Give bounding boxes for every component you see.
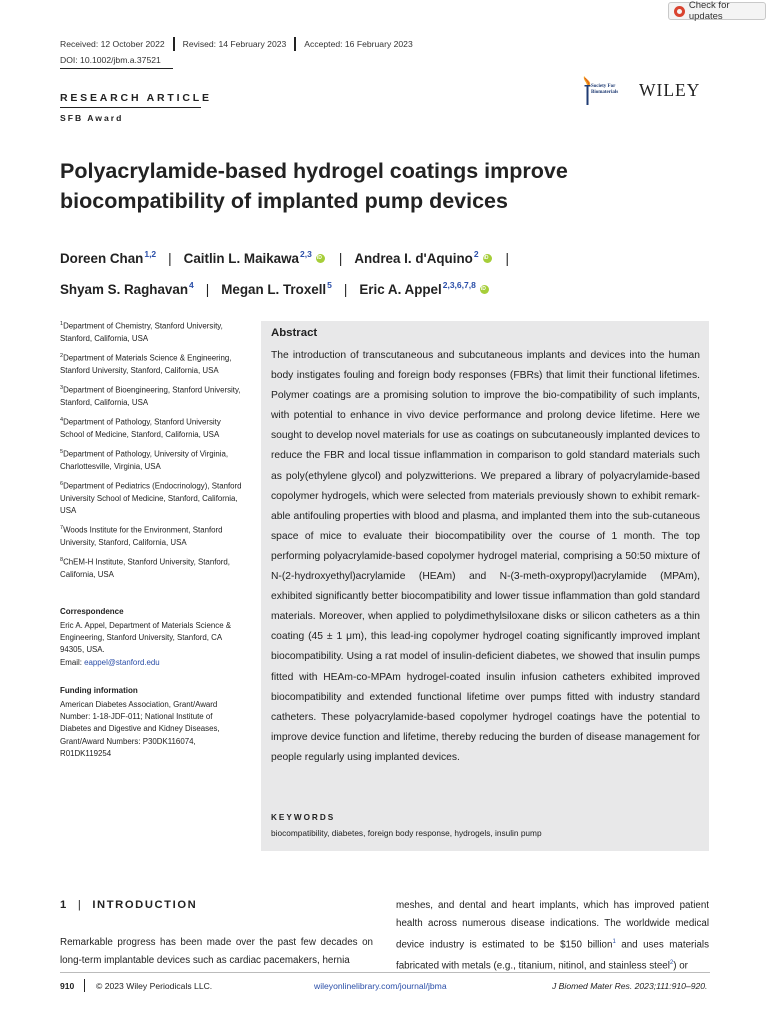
divider <box>60 68 173 69</box>
affiliations <box>60 318 245 586</box>
affiliation-item: $^2$Department of Materials Science & Engineering, Stanford University, Stanford, California, USA <box>60 353 232 375</box>
funding-text: American Diabetes Association, Grant/Award Number: 1-18-JDF-011; National Institute of Diabetes and Digestive and Kidney Diseases, Grant/Award Numbers: P30DK116074, R01DK119254 <box>60 700 220 758</box>
author-list: Doreen Chan$^{1,2}$ | Caitlin L. Maikawa$^{2,3}$iD | Andrea I. d'Aquino$^2$iD | Shyam S. Raghavan$^4$ | Megan L. Troxell$^5$ | Eric A. Appel$^{2,3,6,7,8}$iD <box>60 241 700 303</box>
accepted-date: Accepted: 16 February 2023 <box>304 39 413 49</box>
author-affiliation-ref[interactable]: 2,3,6,7,8 <box>442 280 476 290</box>
journal-link[interactable]: wileyonlinelibrary.com/journal/jbma <box>314 981 447 991</box>
received-date: Received: 12 October 2022 <box>60 39 165 49</box>
orcid-icon[interactable] <box>483 254 492 263</box>
affiliation-item: $^6$Department of Pediatrics (Endocrinology), Stanford University School of Medicine, Stanford, California, USA <box>60 481 242 516</box>
citation: J Biomed Mater Res. 2023;111:910–920. <box>552 981 708 991</box>
copyright: © 2023 Wiley Periodicals LLC. <box>96 981 213 991</box>
author-affiliation-ref[interactable]: 5 <box>327 280 332 290</box>
affiliation-item: $^5$Department of Pathology, University of Virginia, Charlottesville, Virginia, USA <box>60 449 229 471</box>
publisher-logo: WILEY <box>639 80 701 100</box>
abstract-heading: Abstract <box>271 327 318 339</box>
author-affiliation-ref[interactable]: 2,3 <box>300 249 312 259</box>
page-number: 910 <box>60 981 75 991</box>
affiliation-item: $^4$Department of Pathology, Stanford University School of Medicine, Stanford, California, USA <box>60 417 221 439</box>
divider <box>173 37 175 51</box>
orcid-icon[interactable] <box>316 254 325 263</box>
society-logo-text: Society For Biomaterials <box>591 84 619 95</box>
check-for-updates-button[interactable] <box>668 2 766 20</box>
funding-heading: Funding information <box>60 686 138 695</box>
abstract-text: The introduction of transcutaneous and subcutaneous implants and devices into the human body instigates fouling and foreign body responses (FBRs) that limit their functional lifetimes. Polymer coatings are a promising solution to improve the bio-compatibility of such implants, with potential to enhance in vivo device performance and prolong device lifetime. Here we sought to develop novel materials for use as coatings on subcutaneously implanted devices to reduce the FBR and local tissue inflammation in comparison to gold standard materials such as poly(ethylene glycol) and polyzwitterions. We prepared a library of polyacrylamide-based copolymer hydrogels, which were selected from materials previously shown to exhibit remark-able antifouling properties with blood and plasma, and implanted them into the sub-cutaneous space of mice to evaluate their biocompatibility over the course of 1 month. The top performing polyacrylamide-based copolymer hydrogel material, comprising a 50:50 mixture of N-(2-hydroxyethyl)acrylamide (HEAm) and N-(3-meth-oxypropyl)acrylamide (MPAm), exhibited significantly better biocompatibility and lower tissue inflammation than gold standard materials. Moreover, when applied to polydimethylsiloxane disks or silicon catheters as a thin coating (45 ± 1 μm), this lead-ing copolymer hydrogel coating significantly improved implant biocompatibility. Using a rat model of insulin-deficient diabetes, we showed that insulin pumps fitted with HEAm-co-MPAm hydrogel-coated insulin infusion catheters exhibited improved biocompatibility and extended functional lifetime over pumps fitted with industry standard catheters. These polyacrylamide-based copolymer hydrogel coatings have the potential to improve device function and lifetime, thereby reducing the burden of disease management for people regularly using implanted devices. <box>271 350 700 763</box>
email-link[interactable]: eappel@stanford.edu <box>84 657 160 667</box>
author-name[interactable]: Eric A. Appel <box>359 282 442 297</box>
author-name[interactable]: Shyam S. Raghavan <box>60 282 189 297</box>
section-type: RESEARCH ARTICLE <box>60 92 212 104</box>
affiliation-item: $^8$ChEM-H Institute, Stanford University, Stanford, California, USA <box>60 557 230 580</box>
revised-date: Revised: 14 February 2023 <box>182 39 287 49</box>
affiliation-item: $^1$Department of Chemistry, Stanford University, Stanford, California, USA <box>60 321 223 343</box>
correspondence-text: Eric A. Appel, Department of Materials Science & Engineering, Stanford University, Stanford, CA 94305, USA. Email: eappel@stanford.edu <box>60 621 232 667</box>
author-affiliation-ref[interactable]: 1,2 <box>144 249 157 259</box>
divider <box>84 979 85 992</box>
section-heading: 1 | INTRODUCTION <box>60 899 198 911</box>
author-name[interactable]: Megan L. Troxell <box>221 282 327 297</box>
article-title: Polyacrylamide-based hydrogel coatings improve biocompatibility of implanted pump devices <box>60 159 568 213</box>
keywords-heading: KEYWORDS <box>271 813 336 822</box>
intro-paragraph-right: meshes, and dental and heart implants, which has improved patient health across numerous disease indications. The worldwide medical device industry is estimated to be $150 billion$^1$ and uses materials fabricated with metals (e.g., titanium, nitinol, and stainless steel$^2$) or <box>396 900 709 972</box>
author-name[interactable]: Doreen Chan <box>60 251 144 266</box>
divider <box>60 107 201 108</box>
affiliation-item: $^7$Woods Institute for the Environment, Stanford University, Stanford, California, USA <box>60 525 223 548</box>
reference-link[interactable]: 1 <box>612 939 616 945</box>
award-label: SFB Award <box>60 113 124 123</box>
update-icon <box>674 6 685 17</box>
intro-paragraph-left: Remarkable progress has been made over the past few decades on long-term implantable devices such as cardiac pacemakers, hernia <box>60 937 373 966</box>
author-affiliation-ref[interactable]: 2 <box>473 249 479 259</box>
orcid-icon[interactable] <box>480 285 489 294</box>
affiliation-item: $^3$Department of Bioengineering, Stanford University, Stanford, California, USA <box>60 385 241 407</box>
article-dates <box>60 37 413 51</box>
author-name[interactable]: Andrea I. d'Aquino <box>354 251 473 266</box>
check-for-updates-label: Check for updates <box>688 0 730 22</box>
author-name[interactable]: Caitlin L. Maikawa <box>183 251 299 266</box>
author-affiliation-ref[interactable]: 4 <box>189 280 194 290</box>
keywords-text: biocompatibility, diabetes, foreign body response, hydrogels, insulin pump <box>271 828 542 838</box>
correspondence-heading: Correspondence <box>60 607 124 616</box>
divider <box>60 972 710 973</box>
doi[interactable]: DOI: 10.1002/jbm.a.37521 <box>60 55 161 65</box>
divider <box>294 37 296 51</box>
reference-link[interactable]: 2 <box>669 960 674 967</box>
